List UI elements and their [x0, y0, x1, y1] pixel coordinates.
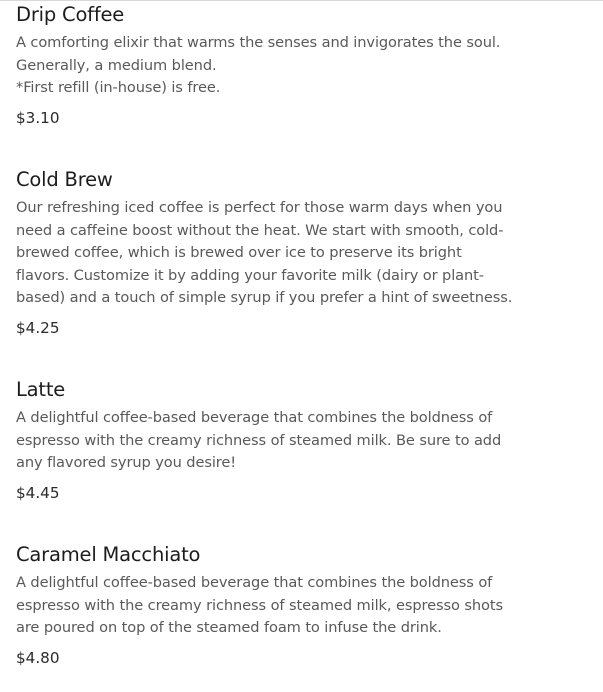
description-line: A delightful coffee-based beverage that combines the boldness of — [16, 409, 493, 426]
item-description — [16, 197, 596, 310]
description-line: espresso with the creamy richness of steamed milk, espresso shots — [16, 596, 503, 614]
menu-item-caramel-macchiato[interactable] — [16, 540, 596, 669]
description-line: Our refreshing iced coffee is perfect for those warm days when you — [16, 199, 503, 216]
item-price: $4.25 — [16, 318, 60, 337]
description-line: A delightful coffee-based beverage that combines the boldness of — [16, 574, 493, 591]
description-line: any flavored syrup you desire! — [16, 454, 236, 471]
item-description — [16, 572, 596, 640]
menu-item-cold-brew[interactable] — [16, 165, 596, 339]
description-line: need a caffeine boost without the heat. We start with smooth, cold- — [16, 221, 504, 239]
item-price: $4.45 — [16, 483, 60, 502]
item-name: Caramel Macchiato — [16, 543, 201, 566]
menu-item-latte[interactable] — [16, 375, 596, 504]
description-line: flavors. Customize it by adding your favorite milk (dairy or plant- — [16, 266, 484, 284]
item-description — [16, 407, 596, 475]
item-description — [16, 32, 596, 100]
description-line: brewed coffee, which is brewed over ice to preserve its bright — [16, 244, 462, 261]
item-name: Drip Coffee — [16, 3, 125, 26]
description-line: espresso with the creamy richness of steamed milk. Be sure to add — [16, 431, 502, 449]
item-name: Cold Brew — [16, 168, 113, 191]
item-name: Latte — [16, 378, 66, 401]
description-line: A comforting elixir that warms the senses and invigorates the soul. — [16, 34, 501, 51]
description-line: are poured on top of the steamed foam to infuse the drink. — [16, 619, 442, 636]
item-price: $4.80 — [16, 648, 60, 667]
menu-item-drip-coffee[interactable] — [16, 0, 596, 129]
item-price: $3.10 — [16, 108, 60, 127]
description-line: Generally, a medium blend. — [16, 56, 217, 74]
description-line: *First refill (in-house) is free. — [16, 79, 221, 96]
description-line: based) and a touch of simple syrup if you prefer a hint of sweetness. — [16, 289, 513, 306]
